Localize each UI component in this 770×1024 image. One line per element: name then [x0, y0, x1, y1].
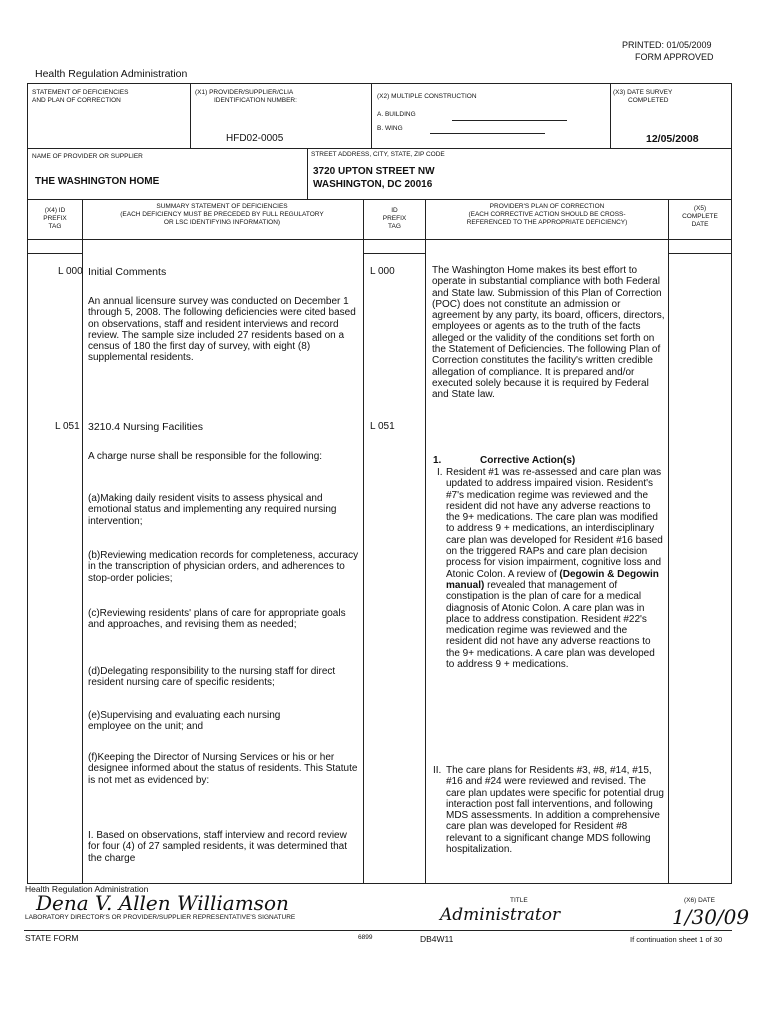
form-code: DB4W11	[420, 934, 454, 944]
x1-label-2: IDENTIFICATION NUMBER:	[214, 97, 297, 104]
plan-intro: The Washington Home makes its best effort to operate in substantial compliance with both Federal and State law. Submission of this Plan of Correction (POC) does not constitute an admission or agreement by any party, its board, officers, directors, employees or agents as to the truth of the facts alleged or the validity of the conditions set forth on the Statement of Deficiencies. The following Plan of Correction constitutes the facility's written credible allegation of compliance. It is prepared and/or executed solely because it is required by Federal and State law.	[432, 265, 665, 401]
charge-nurse-paragraph: A charge nurse shall be responsible for the following:	[88, 451, 323, 462]
signature-label: LABORATORY DIRECTOR'S OR PROVIDER/SUPPLIER REPRESENTATIVE'S SIGNATURE	[25, 914, 296, 921]
title-label: TITLE	[510, 897, 528, 904]
signature: Dena V. Allen Williamson	[36, 891, 289, 915]
statement-label-2: AND PLAN OF CORRECTION	[32, 97, 121, 104]
corrective-action-2: The care plans for Residents #3, #8, #14, #15, #16 and #24 were reviewed and revised. The care plan updates were specific for potential drug interaction post fall interventions, and following MDS assessments. In addition a comprehensive care plan was developed for Resident #8 relevant to a significant change MDS following hospitalization.	[446, 765, 664, 856]
printed-date: PRINTED: 01/05/2009	[622, 40, 712, 50]
provider-id: HFD02-0005	[226, 133, 284, 144]
finding-paragraph: I. Based on observations, staff interview and record review for four (4) of 27 sampled residents, it was determined that the charge	[88, 830, 348, 864]
x2-label: (X2) MULTIPLE CONSTRUCTION	[377, 93, 477, 100]
address-line-2: WASHINGTON, DC 20016	[313, 179, 433, 190]
summary-header: SUMMARY STATEMENT OF DEFICIENCIES (EACH DEFICIENCY MUST BE PRECEDED BY FULL REGULATORY OR LSC IDENTIFYING INFORMATION)	[120, 203, 324, 226]
item-b: (b)Reviewing medication records for completeness, accuracy in the transcription of physician orders, and adherences to stop-order policies;	[88, 550, 359, 584]
tag-l051: L 051	[55, 421, 80, 432]
x3-label-1: (X3) DATE SURVEY	[613, 89, 673, 96]
plan-header: PROVIDER'S PLAN OF CORRECTION (EACH CORRECTIVE ACTION SHOULD BE CROSS- REFERENCED TO THE APPROPRIATE DEFICIENCY)	[466, 203, 628, 226]
date-label: (X6) DATE	[684, 897, 715, 904]
x3-label-2: COMPLETED	[628, 97, 669, 104]
building-label: A. BUILDING	[377, 111, 416, 118]
form-mark: 6899	[358, 934, 373, 941]
item-f: (f)Keeping the Director of Nursing Services or his or her designee informed about the status of residents. This Statute is not met as evidenced by:	[88, 752, 358, 786]
roman-2: II.	[433, 765, 442, 776]
x1-label-1: (X1) PROVIDER/SUPPLIER/CLIA	[195, 89, 294, 96]
initial-comments-heading: Initial Comments	[88, 266, 167, 278]
corrective-action-1: Resident #1 was re-assessed and care plan was updated to address impaired vision. Resident's #7's medication regime was reviewed and the resident did not have any adverse reactions to the 9+ medications. The care plan was modified to address 9 + medications, an interdisciplinary care plan was developed for Resident #16 based on the triggered RAPs and care plan decision process for vision impairment, cognitive loss and Atonic Colon. A review of (Degowin & Degowin manual) revealed that management of constipation is the plan of care for a medical diagnosis of Atonic Colon. A care plan was in place to address constipation. Resident #22's medication regime was reviewed and the resident did not have any adverse reactions to the 9+ medications. A care plan was developed to address 9 + medications.	[446, 467, 663, 671]
provider-name-label: NAME OF PROVIDER OR SUPPLIER	[32, 153, 143, 160]
roman-1: I.	[437, 467, 443, 478]
corrective-actions-heading: Corrective Action(s)	[480, 455, 576, 466]
x5-header: (X5) COMPLETE DATE	[682, 205, 718, 228]
provider-name: THE WASHINGTON HOME	[35, 176, 160, 187]
x4-header: (X4) ID PREFIX TAG	[43, 207, 67, 230]
mid-tag-l051: L 051	[370, 421, 395, 432]
plan-num-1: 1.	[433, 455, 442, 466]
tag-l000: L 000	[58, 266, 83, 277]
signature-date: 1/30/09	[672, 905, 750, 929]
item-e: (e)Supervising and evaluating each nursing employee on the unit; and	[88, 710, 281, 733]
id-header: ID PREFIX TAG	[382, 207, 407, 230]
address-label: STREET ADDRESS, CITY, STATE, ZIP CODE	[311, 151, 445, 158]
wing-label: B. WING	[377, 125, 403, 132]
survey-paragraph: An annual licensure survey was conducted on December 1 through 5, 2008. The following deficiencies were cited based on observations, staff and resident interviews and record review. The sample size included 27 residents based on a census of 180 the first day of survey, with eight (8) supplemental residents.	[88, 296, 356, 364]
title-value: Administrator	[440, 905, 561, 925]
state-form-label: STATE FORM	[25, 933, 79, 943]
item-a: (a)Making daily resident visits to assess physical and emotional status and implementing any required nursing intervention;	[88, 493, 337, 527]
item-c: (c)Reviewing residents' plans of care for appropriate goals and approaches, and revising them as needed;	[88, 608, 346, 631]
footer-agency: Health Regulation Administration	[25, 884, 149, 894]
statement-label-1: STATEMENT OF DEFICIENCIES	[32, 89, 129, 96]
agency-title: Health Regulation Administration	[35, 68, 188, 80]
survey-date: 12/05/2008	[646, 133, 699, 145]
address-line-1: 3720 UPTON STREET NW	[313, 166, 435, 177]
mid-tag-l000: L 000	[370, 266, 395, 277]
form-approved: FORM APPROVED	[635, 52, 714, 62]
item-d: (d)Delegating responsibility to the nursing staff for direct resident nursing care of specific residents;	[88, 666, 336, 689]
nursing-facilities-heading: 3210.4 Nursing Facilities	[88, 421, 203, 433]
continuation-sheet: If continuation sheet 1 of 30	[630, 935, 723, 944]
